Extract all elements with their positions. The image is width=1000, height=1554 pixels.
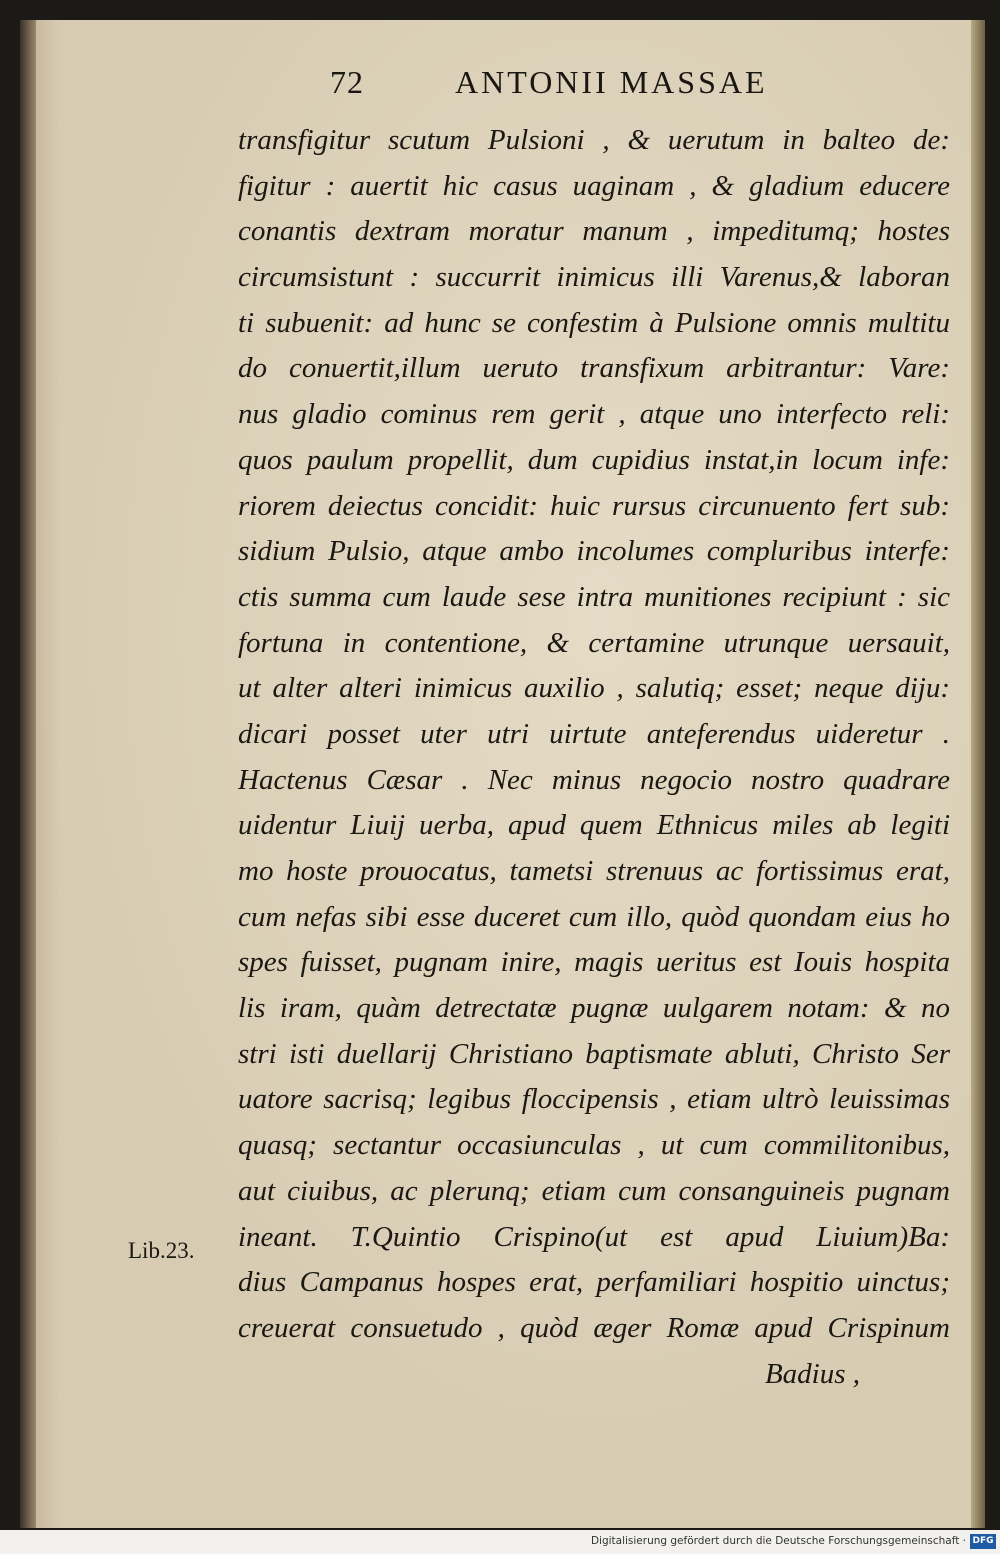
dfg-logo-icon[interactable]: DFG: [970, 1534, 996, 1549]
footer-bar: [0, 1530, 1000, 1554]
text-line: Hactenus Cæsar . Nec minus negocio nostro quadrare: [238, 763, 950, 796]
catchword: Badius ,: [764, 1357, 860, 1390]
text-line: mo hoste prouocatus, tametsi strenuus ac fortissimus erat,: [238, 855, 950, 887]
body-text: [238, 118, 950, 1397]
text-line: ut alter alteri inimicus auxilio , salutiq; esset; neque diju:: [238, 672, 950, 705]
text-line: stri isti duellarij Christiano baptismate abluti, Christo Ser: [238, 1037, 950, 1070]
page-gutter-shadow: [20, 20, 36, 1528]
text-line: uidentur Liuij uerba, apud quem Ethnicus miles ab legiti: [238, 809, 950, 842]
page-edge: [971, 20, 985, 1528]
text-line: figitur : auertit hic casus uaginam , & gladium educere: [238, 169, 950, 202]
text-line: dius Campanus hospes erat, perfamiliari hospitio uinctus;: [238, 1266, 950, 1299]
page-header: [20, 60, 985, 108]
text-line: creuerat consuetudo , quòd æger Romæ apud Crispinum: [238, 1311, 950, 1344]
text-line: ti subuenit: ad hunc se confestim à Pulsione omnis multitu: [238, 306, 950, 339]
text-line: lis iram, quàm detrectatæ pugnæ uulgarem notam: & no: [238, 992, 950, 1025]
text-line: fortuna in contentione, & certamine utrunque uersauit,: [238, 626, 950, 659]
text-line: ineant. T.Quintio Crispino(ut est apud Liuium)Ba:: [238, 1220, 950, 1253]
text-line: nus gladio cominus rem gerit , atque uno interfecto reli:: [238, 398, 950, 431]
text-line: circumsistunt : succurrit inimicus illi Varenus,& laboran: [238, 261, 950, 294]
text-line: conantis dextram moratur manum , impeditumq; hostes: [238, 215, 950, 248]
running-head: ANTONII MASSAE: [455, 64, 768, 100]
text-line: dicari posset uter utri uirtute anteferendus uideretur .: [238, 717, 950, 750]
page-number: 72: [330, 64, 364, 100]
text-line: uatore sacrisq; legibus floccipensis , etiam ultrò leuissimas: [238, 1083, 950, 1116]
marginal-note: Lib.23.: [128, 1238, 195, 1263]
text-line: spes fuisset, pugnam inire, magis ueritus est Iouis hospita: [238, 946, 950, 979]
text-line: sidium Pulsio, atque ambo incolumes compluribus interfe:: [238, 535, 950, 568]
text-line: quos paulum propellit, dum cupidius instat,in locum infe:: [238, 443, 950, 476]
text-line: do conuertit,illum ueruto transfixum arbitrantur: Vare:: [238, 352, 950, 385]
text-line: riorem deiectus concidit: huic rursus circunuento fert sub:: [238, 489, 950, 522]
text-line: ctis summa cum laude sese intra munitiones recipiunt : sic: [238, 580, 950, 613]
book-page: [20, 20, 985, 1528]
text-line: aut ciuibus, ac plerunq; etiam cum consanguineis pugnam: [238, 1174, 950, 1207]
text-line: quasq; sectantur occasiunculas , ut cum commilitonibus,: [238, 1129, 950, 1162]
text-line: transfigitur scutum Pulsioni , & uerutum in balteo de:: [238, 124, 950, 156]
funding-credit: Digitalisierung gefördert durch die Deutsche Forschungsgemeinschaft ·: [590, 1535, 966, 1547]
text-line: cum nefas sibi esse duceret cum illo, quòd quondam eius ho: [238, 900, 950, 933]
